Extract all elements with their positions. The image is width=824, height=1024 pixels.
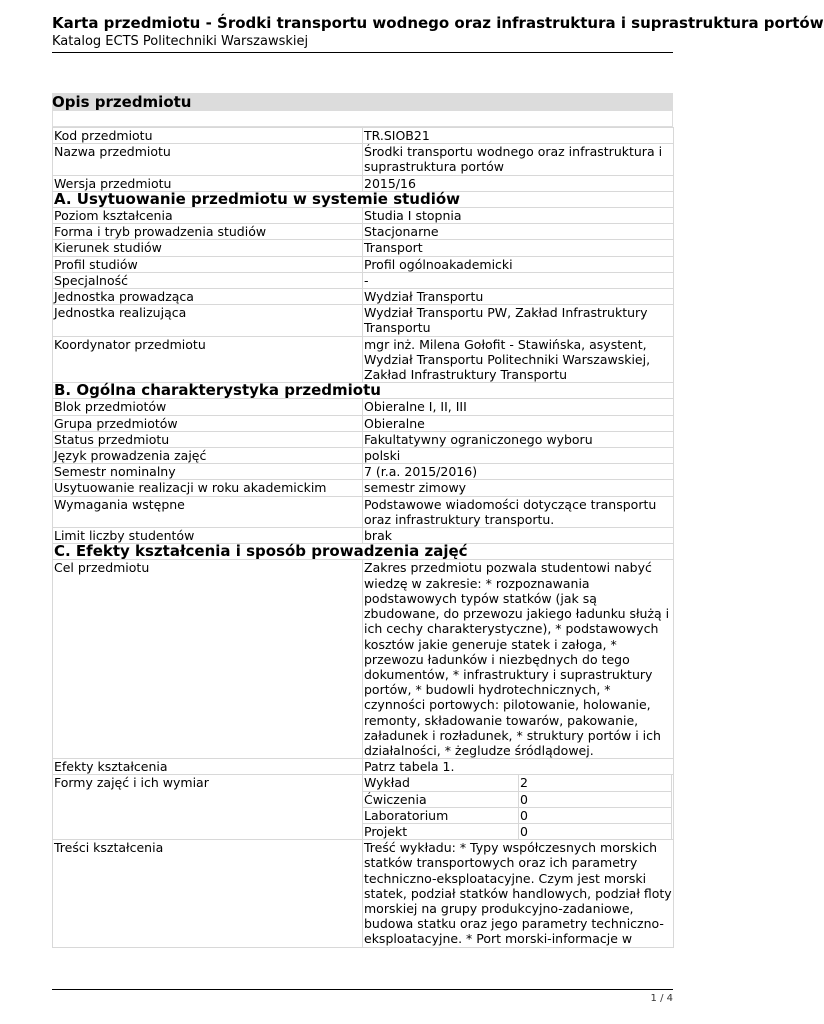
table-row	[53, 289, 674, 305]
row-value: Patrz tabela 1.	[363, 759, 674, 775]
section-title-c: C. Efekty kształcenia i sposób prowadzenia zajęć	[53, 544, 674, 560]
class-form-hours: 0	[519, 807, 672, 823]
row-value: Zakres przedmiotu pozwala studentowi nabyć wiedzę w zakresie: * rozpoznawania podstawowych typów statków (jak są zbudowane, do przewozu jakiego ładunku służą i ich cechy charakterystyczne), * podstawowych kosztów jakie generuje statek i załoga, * przewozu ładunków i niezbędnych do tego dokumentów, * infrastruktury i suprastruktury portów, * budowli hydrotechnicznych, * czynności portowych: pilotowanie, holowanie, remonty, składowanie towarów, pakowanie, załadunek i rozładunek, * struktury portów i ich działalności, * żegludze śródlądowej.	[363, 560, 674, 759]
row-key: Specjalność	[53, 272, 363, 288]
table-row	[53, 775, 674, 840]
row-key: Wersja przedmiotu	[53, 175, 363, 191]
row-key: Profil studiów	[53, 256, 363, 272]
section-heading-row	[53, 383, 674, 399]
row-value: 2015/16	[363, 175, 674, 191]
row-key: Status przedmiotu	[53, 431, 363, 447]
section-spacer	[52, 111, 673, 127]
row-key: Kierunek studiów	[53, 240, 363, 256]
header-divider	[52, 52, 673, 53]
table-row	[363, 823, 672, 839]
course-details-table	[52, 127, 674, 948]
row-value: Podstawowe wiadomości dotyczące transportu oraz infrastruktury transportu.	[363, 496, 674, 527]
row-key: Limit liczby studentów	[53, 528, 363, 544]
course-card	[52, 93, 673, 948]
table-row	[53, 840, 674, 947]
row-key: Treści kształcenia	[53, 840, 363, 947]
class-form-name: Projekt	[363, 823, 519, 839]
row-key: Kod przedmiotu	[53, 128, 363, 144]
table-row	[53, 431, 674, 447]
row-key: Usytuowanie realizacji w roku akademickim	[53, 480, 363, 496]
row-key: Forma i tryb prowadzenia studiów	[53, 224, 363, 240]
table-row	[53, 399, 674, 415]
row-value: Profil ogólnoakademicki	[363, 256, 674, 272]
row-key: Wymagania wstępne	[53, 496, 363, 527]
class-forms-cell	[363, 775, 674, 840]
row-value: TR.SIOB21	[363, 128, 674, 144]
row-key: Formy zajęć i ich wymiar	[53, 775, 363, 840]
page-header	[52, 14, 824, 50]
section-title-a: A. Usytuowanie przedmiotu w systemie studiów	[53, 191, 674, 207]
row-key: Język prowadzenia zajęć	[53, 448, 363, 464]
section-heading-row	[53, 191, 674, 207]
row-value: Obieralne	[363, 415, 674, 431]
row-key: Jednostka prowadząca	[53, 289, 363, 305]
row-value: Wydział Transportu	[363, 289, 674, 305]
table-row	[53, 144, 674, 175]
class-form-hours: 0	[519, 823, 672, 839]
row-key: Koordynator przedmiotu	[53, 336, 363, 383]
row-value: brak	[363, 528, 674, 544]
document-title: Karta przedmiotu - Środki transportu wodnego oraz infrastruktura i suprastruktura portów	[52, 14, 824, 32]
table-row	[53, 224, 674, 240]
table-row	[53, 759, 674, 775]
row-key: Grupa przedmiotów	[53, 415, 363, 431]
section-heading-row	[53, 544, 674, 560]
class-form-name: Ćwiczenia	[363, 791, 519, 807]
table-row	[53, 208, 674, 224]
table-row	[53, 128, 674, 144]
table-row	[363, 791, 672, 807]
row-value: Środki transportu wodnego oraz infrastruktura i suprastruktura portów	[363, 144, 674, 175]
row-value: Stacjonarne	[363, 224, 674, 240]
section-title-b: B. Ogólna charakterystyka przedmiotu	[53, 383, 674, 399]
row-key: Poziom kształcenia	[53, 208, 363, 224]
row-value: Studia I stopnia	[363, 208, 674, 224]
row-value: Transport	[363, 240, 674, 256]
row-key: Efekty kształcenia	[53, 759, 363, 775]
page-number: 1 / 4	[650, 993, 673, 1004]
row-value: polski	[363, 448, 674, 464]
table-row	[53, 448, 674, 464]
table-row	[53, 496, 674, 527]
row-key: Cel przedmiotu	[53, 560, 363, 759]
row-value: semestr zimowy	[363, 480, 674, 496]
table-row	[363, 775, 672, 791]
row-key: Nazwa przedmiotu	[53, 144, 363, 175]
table-row	[53, 256, 674, 272]
catalog-subtitle: Katalog ECTS Politechniki Warszawskiej	[52, 34, 309, 49]
table-row	[53, 175, 674, 191]
table-row	[53, 305, 674, 336]
row-key: Blok przedmiotów	[53, 399, 363, 415]
class-form-hours: 0	[519, 791, 672, 807]
footer-divider	[52, 989, 673, 990]
class-forms-table	[362, 774, 672, 840]
class-form-name: Laboratorium	[363, 807, 519, 823]
row-key: Jednostka realizująca	[53, 305, 363, 336]
row-value: 7 (r.a. 2015/2016)	[363, 464, 674, 480]
row-value: Obieralne I, II, III	[363, 399, 674, 415]
table-row	[53, 415, 674, 431]
row-value: mgr inż. Milena Gołofit - Stawińska, asystent, Wydział Transportu Politechniki Warszawskiej, Zakład Infrastruktury Transportu	[363, 336, 674, 383]
table-row	[363, 807, 672, 823]
row-key: Semestr nominalny	[53, 464, 363, 480]
class-form-name: Wykład	[363, 775, 519, 791]
row-value: Treść wykładu: * Typy współczesnych morskich statków transportowych oraz ich parametry techniczno-eksploatacyjne. Czym jest morski statek, podział statków handlowych, podział floty morskiej na grupy produkcyjno-zadaniowe, budowa statku oraz jego parametry techniczno-eksploatacyjne. * Port morski-informacje w	[364, 840, 672, 947]
table-row	[53, 272, 674, 288]
table-row	[53, 560, 674, 759]
table-row	[53, 480, 674, 496]
table-row	[53, 464, 674, 480]
row-value: Wydział Transportu PW, Zakład Infrastruktury Transportu	[363, 305, 674, 336]
class-form-hours: 2	[519, 775, 672, 791]
row-value: -	[363, 272, 674, 288]
row-value: Fakultatywny ograniczonego wyboru	[363, 431, 674, 447]
section-title-opis: Opis przedmiotu	[52, 93, 673, 111]
table-row	[53, 240, 674, 256]
table-row	[53, 336, 674, 383]
